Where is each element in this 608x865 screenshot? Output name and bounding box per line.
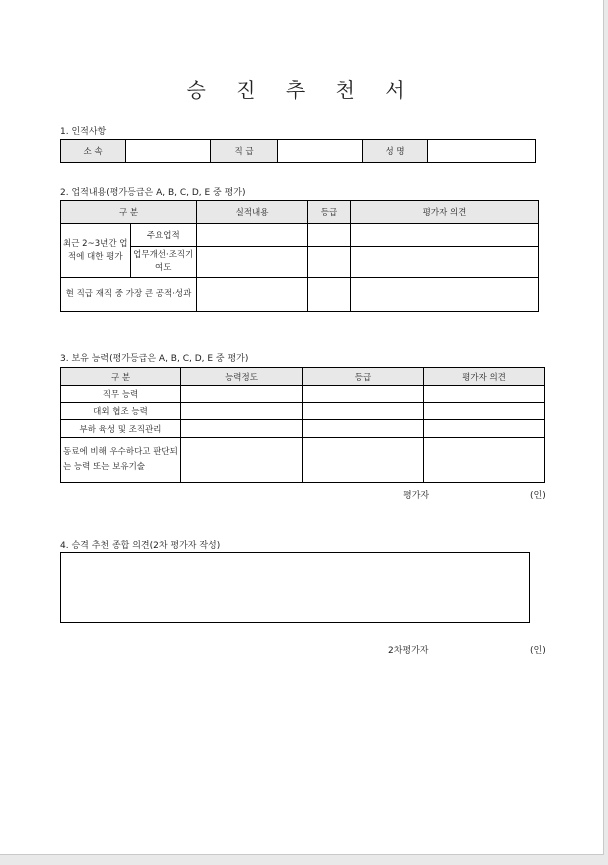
- col-category: 구 분: [61, 201, 197, 224]
- row-subordinate-management: 부하 육성 및 조직관리: [61, 420, 181, 438]
- col-ability-level: 능력정도: [181, 368, 303, 386]
- value-department[interactable]: [126, 140, 211, 163]
- value-name[interactable]: [428, 140, 536, 163]
- cell-opinion-3[interactable]: [351, 278, 539, 312]
- cell-grade-3[interactable]: [308, 278, 351, 312]
- row-job-ability: 직무 능력: [61, 386, 181, 403]
- section-1-heading: 1. 인적사항: [60, 127, 107, 137]
- cell-ability-grade-4[interactable]: [303, 438, 424, 483]
- cell-opinion-1[interactable]: [351, 224, 539, 247]
- second-evaluator-seal: (인): [530, 646, 546, 656]
- section-2-heading: 2. 업적내용(평가등급은 A, B, C, D, E 중 평가): [60, 188, 246, 198]
- col-ability-opinion: 평가자 의견: [424, 368, 545, 386]
- cell-ability-opinion-1[interactable]: [424, 386, 545, 403]
- cell-performance-3[interactable]: [197, 278, 308, 312]
- cell-ability-level-2[interactable]: [181, 403, 303, 420]
- cell-grade-2[interactable]: [308, 247, 351, 278]
- row-main-achievement: 주요업적: [130, 224, 197, 247]
- row-external-cooperation: 대외 협조 능력: [61, 403, 181, 420]
- value-rank[interactable]: [278, 140, 363, 163]
- cell-ability-opinion-2[interactable]: [424, 403, 545, 420]
- col-ability-grade: 등급: [303, 368, 424, 386]
- row-improvement: 업무개선·조직기여도: [130, 247, 197, 278]
- ability-table: [60, 367, 545, 483]
- second-evaluator-label: 2차평가자: [388, 646, 429, 656]
- cell-ability-grade-2[interactable]: [303, 403, 424, 420]
- row-greatest-achievement: 현 직급 재직 중 가장 큰 공적·성과: [61, 278, 197, 312]
- section-4-heading: 4. 승격 추천 종합 의견(2차 평가자 작성): [60, 541, 221, 551]
- cell-ability-level-3[interactable]: [181, 420, 303, 438]
- col-grade: 등급: [308, 201, 351, 224]
- cell-grade-1[interactable]: [308, 224, 351, 247]
- cell-opinion-2[interactable]: [351, 247, 539, 278]
- label-department: 소 속: [61, 140, 126, 163]
- cell-ability-grade-1[interactable]: [303, 386, 424, 403]
- group-recent-years: 최근 2~3년간 업적에 대한 평가: [61, 224, 131, 278]
- col-evaluator-opinion: 평가자 의견: [351, 201, 539, 224]
- cell-ability-grade-3[interactable]: [303, 420, 424, 438]
- overall-opinion-box[interactable]: [60, 552, 530, 623]
- col-ability-category: 구 분: [61, 368, 181, 386]
- cell-performance-2[interactable]: [197, 247, 308, 278]
- label-rank: 직 급: [211, 140, 278, 163]
- cell-ability-opinion-4[interactable]: [424, 438, 545, 483]
- cell-performance-1[interactable]: [197, 224, 308, 247]
- cell-ability-level-1[interactable]: [181, 386, 303, 403]
- document-title: 승 진 추 천 서: [186, 78, 417, 102]
- evaluator-label: 평가자: [403, 491, 430, 501]
- cell-ability-level-4[interactable]: [181, 438, 303, 483]
- section-3-heading: 3. 보유 능력(평가등급은 A, B, C, D, E 중 평가): [60, 354, 249, 364]
- label-name: 성 명: [363, 140, 428, 163]
- col-performance: 실적내용: [197, 201, 308, 224]
- personal-info-table: [60, 139, 536, 163]
- cell-ability-opinion-3[interactable]: [424, 420, 545, 438]
- row-superior-skill: 동료에 비해 우수하다고 판단되는 능력 또는 보유기술: [61, 438, 181, 483]
- evaluator-seal: (인): [530, 491, 546, 501]
- achievement-table: [60, 200, 539, 312]
